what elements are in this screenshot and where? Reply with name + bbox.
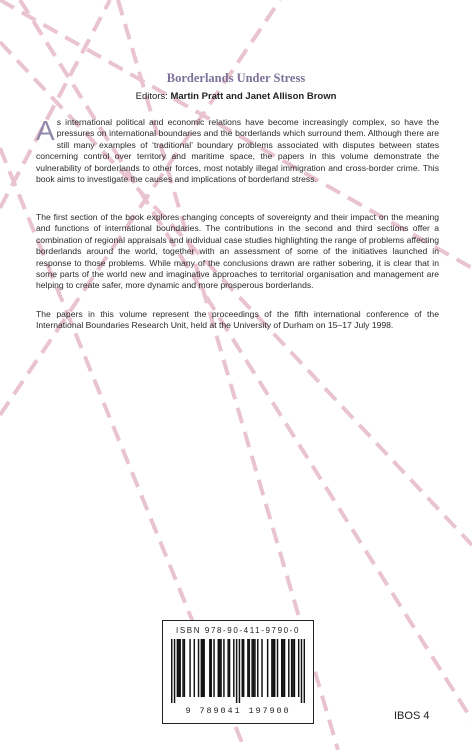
editors-label: Editors: [135,91,168,102]
barcode-bar [184,639,185,697]
barcode-digits: 9 789041 197900 [185,706,291,716]
barcode-bar [261,639,262,697]
barcode-bar [267,639,268,697]
barcode-bar [249,639,250,697]
barcode-bar [292,639,293,697]
barcode-bar [223,639,224,697]
barcode-bar [209,639,210,697]
barcode-bar [239,639,240,703]
barcode-bar [182,639,183,697]
barcode-bar [247,639,248,697]
barcode-bar [294,639,295,697]
barcode-bar [203,639,204,697]
barcode-bar [227,639,228,697]
barcode-bar [233,639,234,697]
barcode-bar [202,639,203,697]
blurb-paragraph-1-text: s international political and economic relations have become increasingly complex, so have the pressures on international boundaries and the borderlands which surround them. Although there are still many examples of ‘traditional’ boundary problems associated with disputes between states concerning control over territory and maritime space, the papers in this volume demonstrate the vulnerability of borderlands to other forces, most notably illegal immigration and cross-border crime. This book aims to investigate the causes and implications of borderland stress. [36,117,439,185]
barcode-bar [218,639,219,697]
barcode-bar [229,639,230,697]
barcode-bar [219,639,220,697]
isbn-barcode-box [162,620,314,724]
barcode-bar [178,639,179,697]
barcode-bar [257,639,258,697]
barcode-bar [213,639,214,697]
barcode-bar [291,639,292,697]
drop-cap-letter: A [36,115,55,146]
barcode-bar [281,639,282,697]
barcode-bars [171,639,305,703]
barcode-bar [277,639,278,697]
barcode-bar [274,639,275,697]
barcode-bar [284,639,285,697]
barcode-bar [171,639,172,703]
editors-names: Martin Pratt and Janet Allison Brown [170,91,337,102]
barcode-bar [304,639,305,703]
barcode-bar [210,639,211,697]
series-label: IBOS 4 [394,710,430,722]
barcode-bar [282,639,283,697]
barcode-bar [298,639,299,697]
barcode-bar [288,639,289,697]
barcode-bar [194,639,195,697]
barcode-bar [242,639,243,697]
barcode-bar [251,639,252,697]
barcode-bar [189,639,190,697]
editors-line [0,91,472,102]
barcode-bar [273,639,274,697]
barcode-bar [243,639,244,697]
barcode-bar [254,639,255,697]
isbn-label: ISBN 978-90-411-9790-0 [176,626,300,635]
barcode-bar [253,639,254,697]
blurb-paragraph-1 [36,117,439,185]
barcode-bar [201,639,202,697]
barcode-bar [301,639,302,703]
barcode-bar [236,639,237,703]
barcode-bar [271,639,272,697]
barcode-bar [174,639,175,703]
blurb-paragraph-2: The first section of the book explores changing concepts of sovereignty and their impact on the meaning and functions of international boundaries. The contributions in the second and third sections offer a combination of regional appraisals and individual case studies highlighting the range of problems affecting borderlands around the world, together with an assessment of some of the initiatives launched in response to those problems. While many of the conclusions drawn are rather sobering, it is clear that in some parts of the world new and imaginative approaches to territorial organisation and management are helping to create safer, more dynamic and more prosperous borderlands. [36,212,439,291]
barcode-bar [177,639,178,697]
barcode-bar [179,639,180,697]
blurb-paragraph-3: The papers in this volume represent the proceedings of the fifth international conference of the International Boundaries Research Unit, held at the University of Durham on 15–17 July 1998. [36,309,439,331]
book-title: Borderlands Under Stress [166,71,306,85]
barcode-bar [220,639,221,697]
barcode-bar [198,639,199,697]
